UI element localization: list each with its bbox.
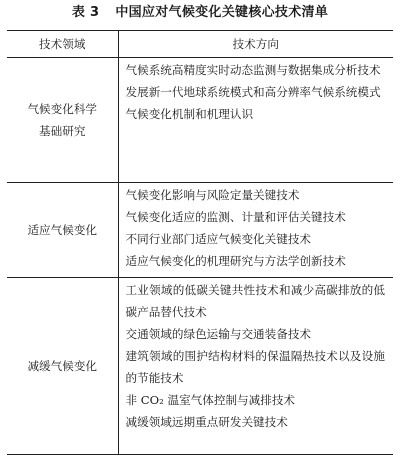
direction-item: 工业领域的低碳关键共性技术和减少高碳排放的低碳产品替代技术 xyxy=(125,283,385,319)
direction-item: 适应气候变化的机理研究与方法学创新技术 xyxy=(125,254,346,268)
direction-item: 气候变化机制和机理认识 xyxy=(125,107,254,121)
direction-item: 发展新一代地球系统模式和高分辨率气候系统模式 xyxy=(125,85,381,99)
field-cell xyxy=(7,58,118,183)
field-cell xyxy=(7,183,118,278)
direction-item: 交通领域的绿色运输与交通装备技术 xyxy=(125,327,312,341)
direction-item: 非 CO₂ 温室气体控制与减排技术 xyxy=(125,393,296,407)
direction-item: 气候变化影响与风险定量关键技术 xyxy=(125,188,300,202)
table-caption xyxy=(0,4,400,22)
field-label-line: 适应气候变化 xyxy=(27,223,98,237)
header-tech-field: 技术领域 xyxy=(7,31,118,58)
direction-cell xyxy=(118,183,393,278)
field-label-line: 气候变化科学 xyxy=(27,102,98,116)
direction-item: 不同行业部门适应气候变化关键技术 xyxy=(125,232,312,246)
table-row xyxy=(7,183,393,278)
direction-item: 气候系统高精度实时动态监测与数据集成分析技术 xyxy=(125,63,381,77)
table-row xyxy=(7,58,393,183)
direction-cell xyxy=(118,58,393,183)
field-cell xyxy=(7,278,118,455)
table-title: 中国应对气候变化关键核心技术清单 xyxy=(115,5,329,20)
header-row xyxy=(7,31,393,58)
header-tech-direction: 技术方向 xyxy=(118,31,393,58)
field-label-line: 减缓气候变化 xyxy=(27,359,98,373)
tech-list-table xyxy=(7,30,393,455)
direction-item: 建筑领域的围护结构材料的保温隔热技术以及设施的节能技术 xyxy=(125,349,385,385)
direction-item: 减缓领域远期重点研发关键技术 xyxy=(125,415,288,429)
direction-cell xyxy=(118,278,393,455)
table-row xyxy=(7,278,393,455)
field-label-line: 基础研究 xyxy=(39,124,86,138)
table-number: 表 3 xyxy=(71,5,100,20)
direction-item: 气候变化适应的监测、计量和评估关键技术 xyxy=(125,210,346,224)
